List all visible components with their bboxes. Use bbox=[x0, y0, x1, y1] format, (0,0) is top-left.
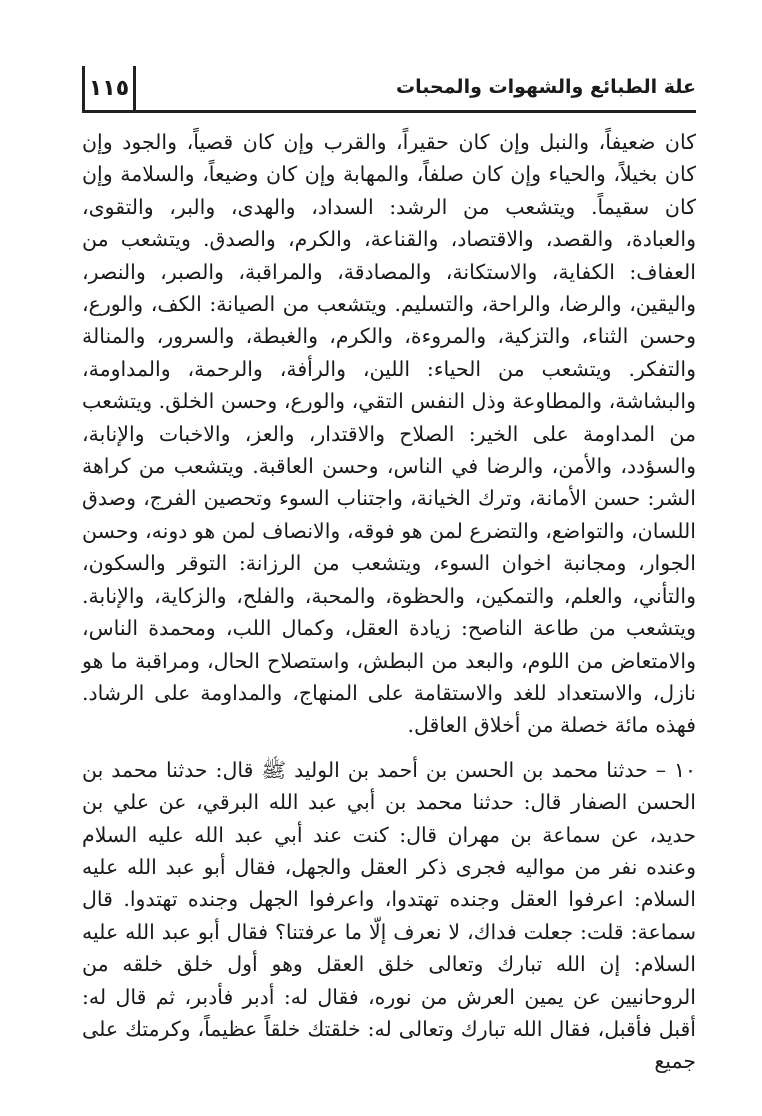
page-number: ١١٥ bbox=[82, 66, 136, 110]
paragraph-list-of-traits: كان ضعيفاً، والنبل وإن كان حقيراً، والقرب وإن كان قصياً، والجود وإن كان بخيلاً، والحياء وإن كان صلفاً، والمهابة وإن كان وضيعاً، والسلامة وإن كان سقيماً. ويتشعب من الرشد: السداد، والهدى، والبر، والتقوى، والعبادة، والقصد، والاقتصاد، والقناعة، والكرم، والصدق. ويتشعب من العفاف: الكفاية، والاستكانة، والمصادقة، والمراقبة، والصبر، والنصر، واليقين، والرضا، والراحة، والتسليم. ويتشعب من الصيانة: الكف، والورع، وحسن الثناء، والتزكية، والمروءة، والكرم، والغبطة، والسرور، والمنالة والتفكر. ويتشعب من الحياء: اللين، والرأفة، والرحمة، والمداومة، والبشاشة، والمطاوعة وذل النفس التقي، والورع، وحسن الخلق. ويتشعب من المداومة على الخير: الصلاح والاقتدار، والعز، والاخبات والإنابة، والسؤدد، والأمن، والرضا في الناس، وحسن العاقبة. ويتشعب من كراهة الشر: حسن الأمانة، وترك الخيانة، واجتناب السوء وتحصين الفرج، وصدق اللسان، والتواضع، والتضرع لمن هو فوقه، والانصاف لمن هو دونه، وحسن الجوار، ومجانبة اخوان السوء، ويتشعب من الرزانة: التوقر والسكون، والتأني، والعلم، والتمكين، والحظوة، والمحبة، والفلح، والزكاية، والإنابة. ويتشعب من طاعة الناصح: زيادة العقل، وكمال اللب، ومحمدة الناس، والامتعاض من اللوم، والبعد من البطش، واستصلاح الحال، ومراقبة ما هو نازل، والاستعداد للغد والاستقامة على المنهاج، والمداومة على الرشاد. فهذه مائة خصلة من أخلاق العاقل. bbox=[82, 130, 696, 738]
running-title: علة الطبائع والشهوات والمحبات bbox=[396, 76, 696, 98]
body-text bbox=[82, 126, 696, 1078]
page-header bbox=[82, 66, 696, 113]
paragraph-hadith-10: ١٠ – حدثنا محمد بن الحسن بن أحمد بن الوليد ﷺ قال: حدثنا محمد بن الحسن الصفار قال: حدثنا محمد بن أبي عبد الله البرقي، عن علي بن حديد، عن سماعة بن مهران قال: كنت عند أبي عبد الله عليه السلام وعنده نفر من مواليه فجرى ذكر العقل والجهل، فقال أبو عبد الله عليه السلام: اعرفوا العقل وجنده تهتدوا، واعرفوا الجهل وجنده تهتدوا. قال سماعة: قلت: جعلت فداك، لا نعرف إلّا ما عرفتنا؟ فقال أبو عبد الله عليه السلام: إن الله تبارك وتعالى خلق العقل وهو أول خلق خلقه من الروحانيين عن يمين العرش من نوره، فقال له: أدبر فأدبر، ثم قال له: أقبل فأقبل، فقال الله تبارك وتعالى له: خلقتك خلقاً عظيماً، وكرمتك على جميع bbox=[82, 757, 696, 1074]
